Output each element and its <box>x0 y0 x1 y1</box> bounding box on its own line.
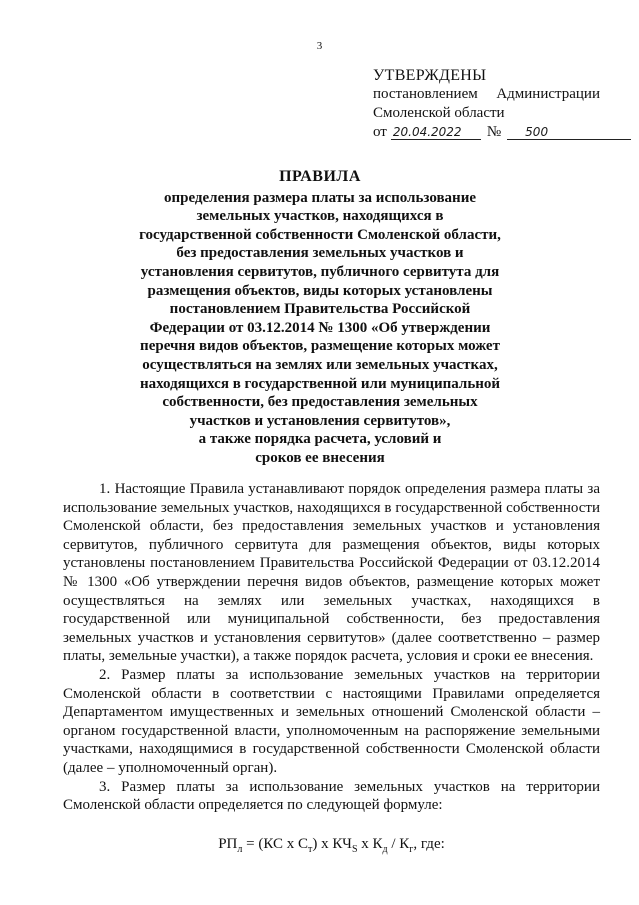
payment-formula <box>63 835 600 860</box>
heading-line: осуществляться на землях или земельных участках, <box>142 356 498 373</box>
handwritten-date: 20.04.2022 <box>391 125 481 140</box>
document-title: ПРАВИЛА <box>279 168 361 185</box>
formula-sub: д <box>382 843 388 855</box>
formula-sub: л <box>237 843 243 855</box>
formula-term-kg: / К <box>387 835 410 852</box>
formula-term-kch: ) x КЧ <box>312 835 352 852</box>
formula-sub: г <box>409 843 414 855</box>
approval-stamp <box>373 66 631 142</box>
approval-word-resolution: постановлением <box>373 86 478 102</box>
paragraph-1: 1. Настоящие Правила устанавливают порядок определения размера платы за использование земельных участков, находящихся в государственной собственности Смоленской области, без предоставления земельных участков и установления сервитутов, публичного сервитута для размещения объектов, виды которых установлены постановлением Правительства Российской Федерации от 03.12.2014 № 1300 «Об утверждении перечня видов объектов, размещение которых может осуществляться на землях или земельных участках, находящихся в государственной или муниципальной собственности, без предоставления земельных участков и установления сервитутов» (далее соответственно – размер платы, земельные участки), а также порядок расчета, условия и сроки ее внесения. <box>63 481 600 665</box>
approval-line-2: Смоленской области <box>373 105 505 121</box>
heading-line: без предоставления земельных участков и <box>176 245 464 262</box>
paragraph-3: 3. Размер платы за использование земельных участков на территории Смоленской области определяется по следующей формуле: <box>63 778 600 814</box>
heading-subtitle <box>100 189 540 468</box>
page-number: 3 <box>316 40 323 52</box>
approval-date-line <box>373 123 631 142</box>
heading-line: установления сервитутов, публичного сервитута для <box>140 263 500 280</box>
heading-line: Федерации от 03.12.2014 № 1300 «Об утверждении <box>149 319 491 336</box>
formula-term-ks: = (КС x С <box>242 835 308 852</box>
document-heading <box>100 168 540 468</box>
formula-sub: т <box>308 843 313 855</box>
document-body <box>63 480 600 859</box>
heading-line: собственности, без предоставления земельных <box>162 394 478 411</box>
heading-line: сроков ее внесения <box>255 449 385 466</box>
approval-word-administration: Администрации <box>496 86 600 102</box>
heading-line: постановлением Правительства Российской <box>169 301 471 318</box>
number-sign: № <box>486 124 502 140</box>
formula-term-kd: x К <box>357 835 383 852</box>
heading-line: определения размера платы за использование <box>163 189 477 206</box>
approval-title: УТВЕРЖДЕНЫ <box>373 67 487 84</box>
heading-line: размещения объектов, виды которых установлены <box>147 282 493 299</box>
paragraph-2: 2. Размер платы за использование земельных участков на территории Смоленской области в соответствии с настоящими Правилами определяется Департаментом имущественных и земельных отношений Смоленской области – органом государственной власти, уполномоченным на распоряжение земельными участками, находящимися в государственной собственности Смоленской области (далее – уполномоченный орган). <box>63 666 600 776</box>
formula-term-rp: РП <box>218 835 238 852</box>
formula-sub: S <box>351 843 358 855</box>
heading-line: находящихся в государственной или муниципальной <box>139 375 501 392</box>
approval-line-1 <box>373 85 600 104</box>
formula-tail: , где: <box>413 835 445 852</box>
date-prefix: от <box>373 124 387 140</box>
heading-line: государственной собственности Смоленской области, <box>139 226 501 243</box>
handwritten-number: 500 <box>507 125 631 140</box>
heading-line: перечня видов объектов, размещение которых может <box>140 338 500 355</box>
heading-line: земельных участков, находящихся в <box>196 208 444 225</box>
heading-line: участков и установления сервитутов», <box>189 412 451 429</box>
heading-line: а также порядка расчета, условий и <box>198 431 442 448</box>
